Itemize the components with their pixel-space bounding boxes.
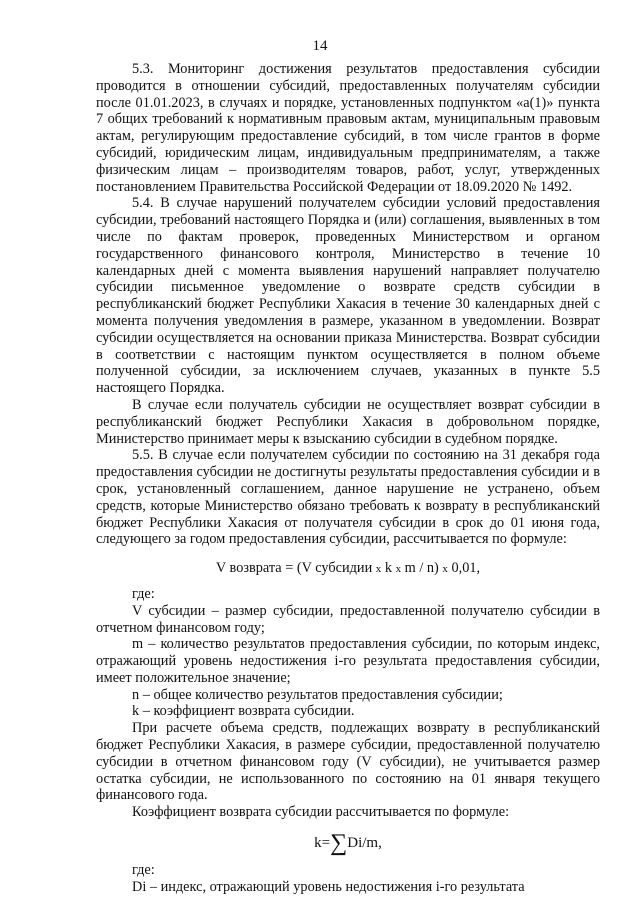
paragraph-coefficient-intro: Коэффициент возврата субсидии рассчитывается по формуле: — [132, 804, 510, 821]
formula-tail: 0,01, — [447, 560, 481, 577]
formula-k: k — [381, 560, 396, 577]
formula-rest: m / n) — [401, 560, 443, 577]
where-label-2: где: — [132, 861, 155, 878]
paragraph-5-4: 5.4. В случае нарушений получателем субсидии условий предоставления субсидии, требований настоящего Порядка и (или) соглашения, выявленных в том числе по фактам проверок, проведенных Министерством и органом государственного финансового контроля, Министерство в течение 10 календарных дней с момента выявления нарушений направляет получателю субсидии письменное уведомление о возврате средств субсидии в республиканский бюджет Республики Хакасия в течение 30 календарных дней с момента получения уведомления в размере, указанном в уведомлении. Возврат субсидии осуществляется на основании приказа Министерства. Возврат субсидии в соответствии с настоящим пунктом осуществляется в полном объеме полученной субсидии, за исключением случаев, указанных в пункте 5.5 настоящего Порядка. — [96, 195, 600, 397]
page-number: 14 — [312, 38, 328, 54]
paragraph-remainder: При расчете объема средств, подлежащих возврату в республиканский бюджет Республики Хакасия, в размере субсидии, предоставленной получателю субсидии в отчетном финансовом году (V субсидии), не учитывается размер остатка субсидии, не использованного по состоянию на 01 января текущего финансового года. — [96, 720, 600, 804]
definition-di: Di – индекс, отражающий уровень недостижения i-го результата — [132, 878, 525, 895]
paragraph-5-4-cont: В случае если получатель субсидии не осуществляет возврат субсидии в республиканский бюджет Республики Хакасия в добровольном порядке, Министерство принимает меры к взысканию субсидии в судебном порядке. — [96, 396, 600, 447]
formula-lhs: V возврата = (V субсидии — [215, 560, 376, 577]
definition-v-subsidy: V субсидии – размер субсидии, предоставленной получателю субсидии в отчетном финансовом году; — [96, 602, 600, 636]
where-label-1: где: — [132, 585, 155, 602]
formula-mult-3: x — [442, 563, 448, 576]
paragraph-5-3: 5.3. Мониторинг достижения результатов предоставления субсидии проводится в отношении субсидий, предоставленных получателям субсидии после 01.01.2023, в случаях и порядке, установленных подпунктом «а(1)» пункта 7 общих требований к нормативным правовым актам, муниципальным правовым актам, регулирующим предоставление субсидий, в том числе грантов в форме субсидий, юридическим лицам, индивидуальным предпринимателям, а также физическим лицам – производителям товаров, работ, услуг, утвержденных постановлением Правительства Российской Федерации от 18.09.2020 № 1492. — [96, 61, 600, 195]
document-body — [96, 61, 600, 895]
sum-symbol: ∑ — [330, 830, 348, 857]
formula2-lhs: k= — [314, 835, 331, 852]
definition-k: k – коэффициент возврата субсидии. — [132, 703, 355, 720]
formula2-rhs: Di/m, — [347, 835, 382, 852]
definition-m: m – количество результатов предоставления субсидии, по которым индекс, отражающий уровень недостижения i-го результата предоставления субсидии, имеет положительное значение; — [96, 636, 600, 686]
formula-coefficient — [96, 830, 600, 857]
paragraph-5-5: 5.5. В случае если получателем субсидии по состоянию на 31 декабря года предоставления субсидии не достигнуты результаты предоставления субсидии и в срок, установленный соглашением, данное нарушение не устранено, объем средств, которые Министерство обязано требовать к возврату в республиканский бюджет Республики Хакасия от получателя субсидии в срок до 01 июня года, следующего за годом предоставления субсидии, рассчитывается по формуле: — [96, 447, 600, 548]
definition-n: n – общее количество результатов предоставления субсидии; — [132, 686, 503, 703]
formula-mult-2: x — [395, 563, 402, 576]
formula-return-volume — [96, 560, 600, 578]
formula-mult-1: x — [375, 563, 382, 576]
